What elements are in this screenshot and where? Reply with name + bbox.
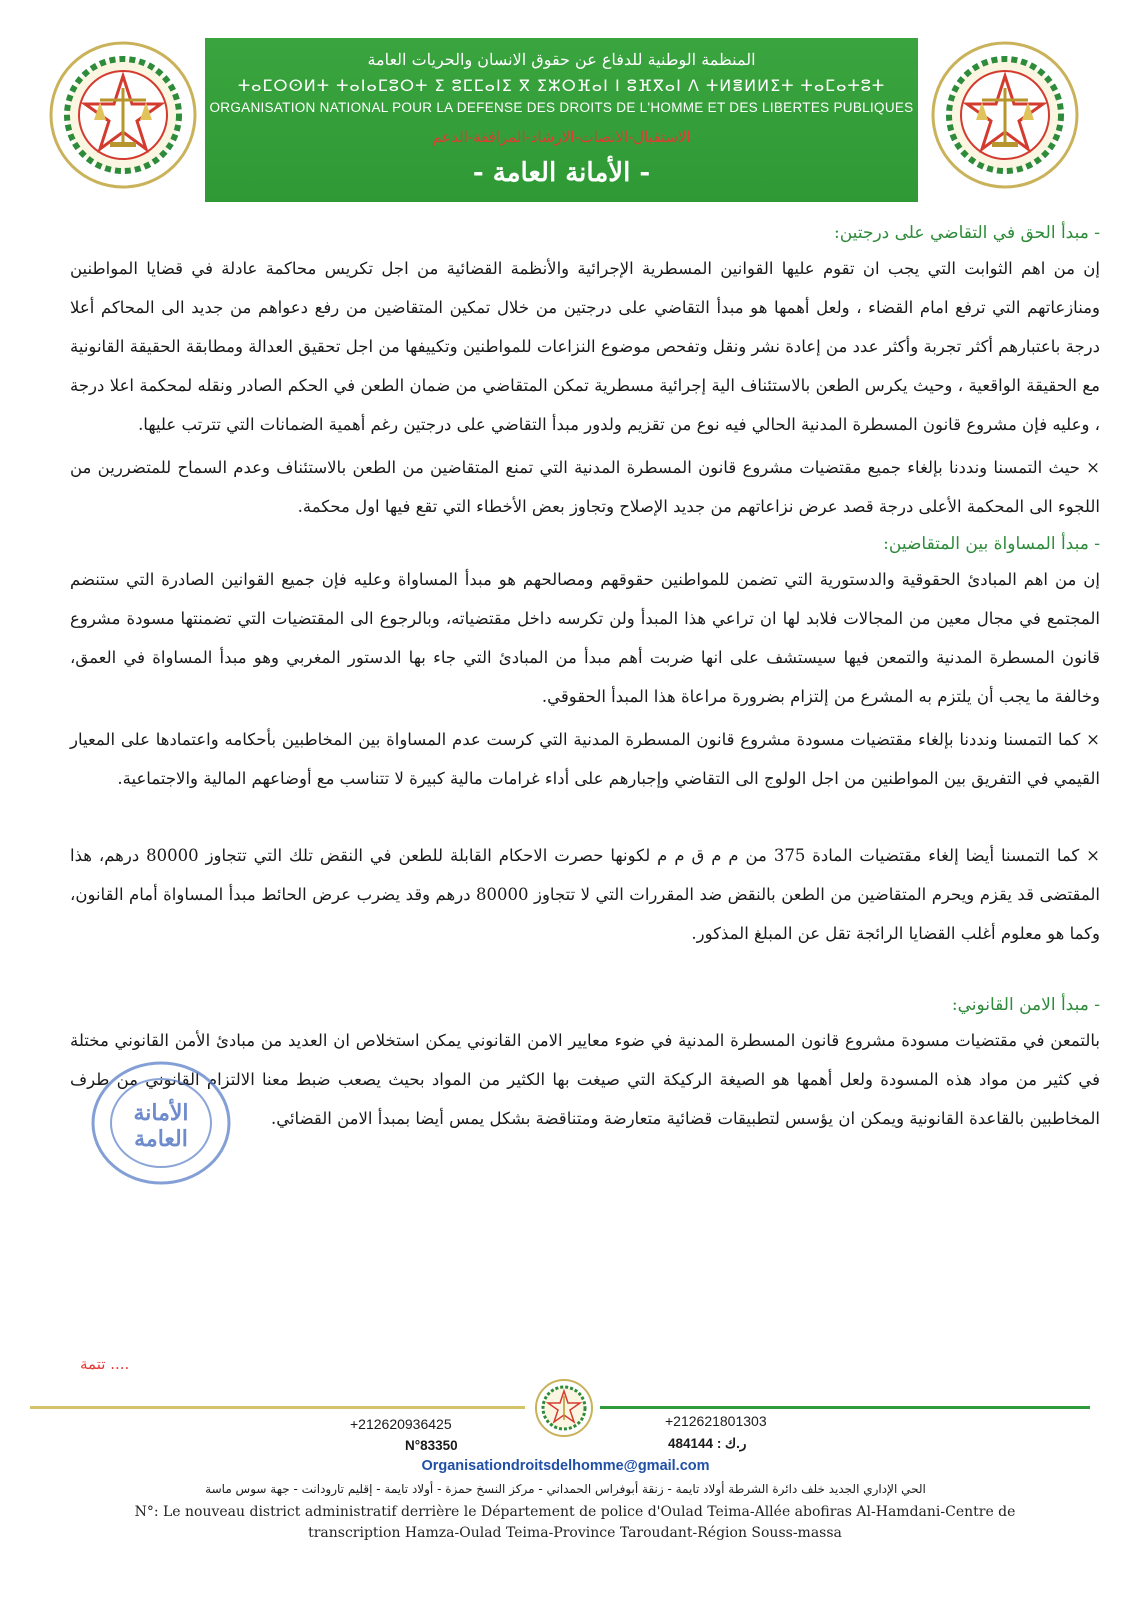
footer-divider-left [30,1406,525,1409]
organization-logo-right [930,40,1080,190]
registration-number-right: ر.ك : 484144 [668,1436,747,1451]
svg-text:الأمانة: الأمانة [133,1100,189,1126]
arabic-title: المنظمة الوطنية للدفاع عن حقوق الانسان والحريات العامة [367,50,756,69]
footer-logo [534,1378,594,1438]
section-heading-two-degrees: - مبدأ الحق في التقاضي على درجتين: [834,223,1100,243]
address-arabic: الحي الإداري الجديد خلف دائرة الشرطة أولاد تايمة - زنقة أبوفراس الحمداني - مركز النسخ حمزة - أولاد تايمة - إقليم تارودانت - جهة سوس ماسة [205,1482,926,1496]
continuation-note: تتمة .... [80,1355,130,1373]
bullet-equality-demand: × كما التمسنا ونددنا بإلغاء مقتضيات مسودة مشروع قانون المسطرة المدنية التي كرست عدم المساواة بين المخاطبين بأحكامه واعتمادها على المعيار القيمي في التفريق بين المواطنين من اجل الولوج الى التقاضي وإجبارهم على أداء غرامات مالية كبيرة لا تتناسب مع أوضاعهم المالية والاجتماعية. [70,730,1100,788]
registration-number-left: N°83350 [405,1438,458,1453]
official-stamp [86,1058,236,1188]
organization-logo-left [48,40,198,190]
tifinagh-title: ⵜⴰⵎⵔⵙⵍⵜ ⵜⴰⵏⴰⵎⵓⵔⵜ ⵉ ⵓⵎⵎⴰⵏⵉ ⴳ ⵉⵣⵔⴼⴰⵏ ⵏ ⵓⴼⴳⴰⵏ ⴷ ⵜⵍⴻⵍⵍⵉⵜ ⵜⴰⵎⴰⵜⵓⵜ [237,76,886,95]
phone-number-left: +212620936425 [350,1416,452,1432]
email-address[interactable]: Organisationdroitsdelhomme@gmail.com [421,1458,710,1474]
header-banner [205,38,918,202]
paragraph-equality: إن من اهم المبادئ الحقوقية والدستورية التي تضمن للمواطنين حقوقهم ومصالحهم هو مبدأ المساواة وعليه فإن جميع القوانين الصادرة التي ستنضم المجتمع في مجال معين من المجالات فلابد لها ان تراعي هذا المبدأ ولن تكرسه داخل مقتضياته، وبالرجوع الى المقتضيات التي تضمنتها مسودة مشروع قانون المسطرة المدنية والتمعن فيها سيستشف على انها ضربت أهم مبدأ من المبادئ التي جاء بها الدستور المغربي وهو مبدأ المساواة في العمق، وخالفة ما يجب أن يلتزم به المشرع من إلتزام بضرورة مراعاة هذا المبدأ الحقوقي. [70,570,1100,706]
section-heading-equality: - مبدأ المساواة بين المتقاضين: [883,534,1100,554]
section-heading-legal-security: - مبدأ الامن القانوني: [951,995,1100,1015]
motto: الاستقبال-الانصات-الارشاد-المرافقة-الدعم [432,128,691,146]
footer-divider-right [600,1406,1090,1409]
document-body [70,215,1100,1142]
address-french: N°: Le nouveau district administratif derrière le Département de police d'Oulad Teima-Allée abofiras Al-Hamdani-Centre de transcription Hamza-Oulad Teima-Province Taroudant-Région Souss-massa [134,1504,1016,1541]
secretariat-title: - الأمانة العامة - [472,158,651,188]
paragraph-legal-security: بالتمعن في مقتضيات مسودة مشروع قانون المسطرة المدنية في ضوء معايير الامن القانوني يمكن استخلاص ان العديد من مبادئ الأمن القانوني مختلة في كثير من مواد هذه المسودة ولعل أهمها هو الصيغة الركيكة التي صيغت بها الكثير من المواد بحيث يصعب ضبط معنا الالتزام القانوني من طرف المخاطبين بالقاعدة القانونية ويمكن ان يؤسس لتطبيقات قضائية متعارضة ومتناقضة بشكل يمس أيضا بمبدأ الامن القضائي. [70,1031,1100,1128]
svg-text:العامة: العامة [134,1126,188,1152]
phone-number-right: +212621801303 [665,1413,767,1429]
french-title: ORGANISATION NATIONAL POUR LA DEFENSE DES DROITS DE L'HOMME ET DES LIBERTES PUBLIQUES [209,100,914,115]
paragraph-two-degrees: إن من اهم الثوابت التي يجب ان تقوم عليها القوانين المسطرية الإجرائية والأنظمة القضائية من اجل تكريس محاكمة عادلة في قضايا المواطنين ومنازعاتهم التي ترفع امام القضاء ، ولعل أهمها هو مبدأ التقاضي على درجتين من خلال تمكين المتقاضين من رفع دعواهم من جديد الى المحاكم أعلا درجة باعتبارهم أكثر تجربة وأكثر عدد من إعادة نشر ونقل وتفحص موضوع النزاعات للمواطنين وتكييفها من اجل تحقيق العدالة ومطابقة الحقيقة القانونية مع الحقيقة الواقعية ، وحيث يكرس الطعن بالاستئناف الية إجرائية مسطرية تمكن المتقاضي من ضمان الطعن في الحكم الصادر ونقله لمحكمة اعلا درجة ، وعليه فإن مشروع قانون المسطرة المدنية الحالي فيه نوع من تقزيم ولدور مبدأ التقاضي على درجتين رغم أهمية الضمانات التي تترتب عليها. [70,259,1100,434]
bullet-article-375: × كما التمسنا أيضا إلغاء مقتضيات المادة 375 من م م ق م م لكونها حصرت الاحكام القابلة للطعن في النقض تلك التي تتجاوز 80000 درهم، هذا المقتضى قد يقزم ويحرم المتقاضين من الطعن بالنقض ضد المقررات التي لا تتجاوز 80000 درهم وقد يضرب عرض الحائط مبدأ المساواة أمام القانون، وكما هو معلوم أغلب القضايا الرائجة تقل عن المبلغ المذكور. [70,846,1100,943]
bullet-appeal-demand: × حيث التمسنا ونددنا بإلغاء جميع مقتضيات مشروع قانون المسطرة المدنية التي تمنع المتقاضين من الطعن بالاستئناف وعدم السماح للمتضررين من اللجوء الى المحكمة الأعلى درجة قصد عرض نزاعاتهم من جديد الإصلاح وتجاوز بعض الأخطاء التي تقع فيها اول محكمة. [70,458,1100,516]
